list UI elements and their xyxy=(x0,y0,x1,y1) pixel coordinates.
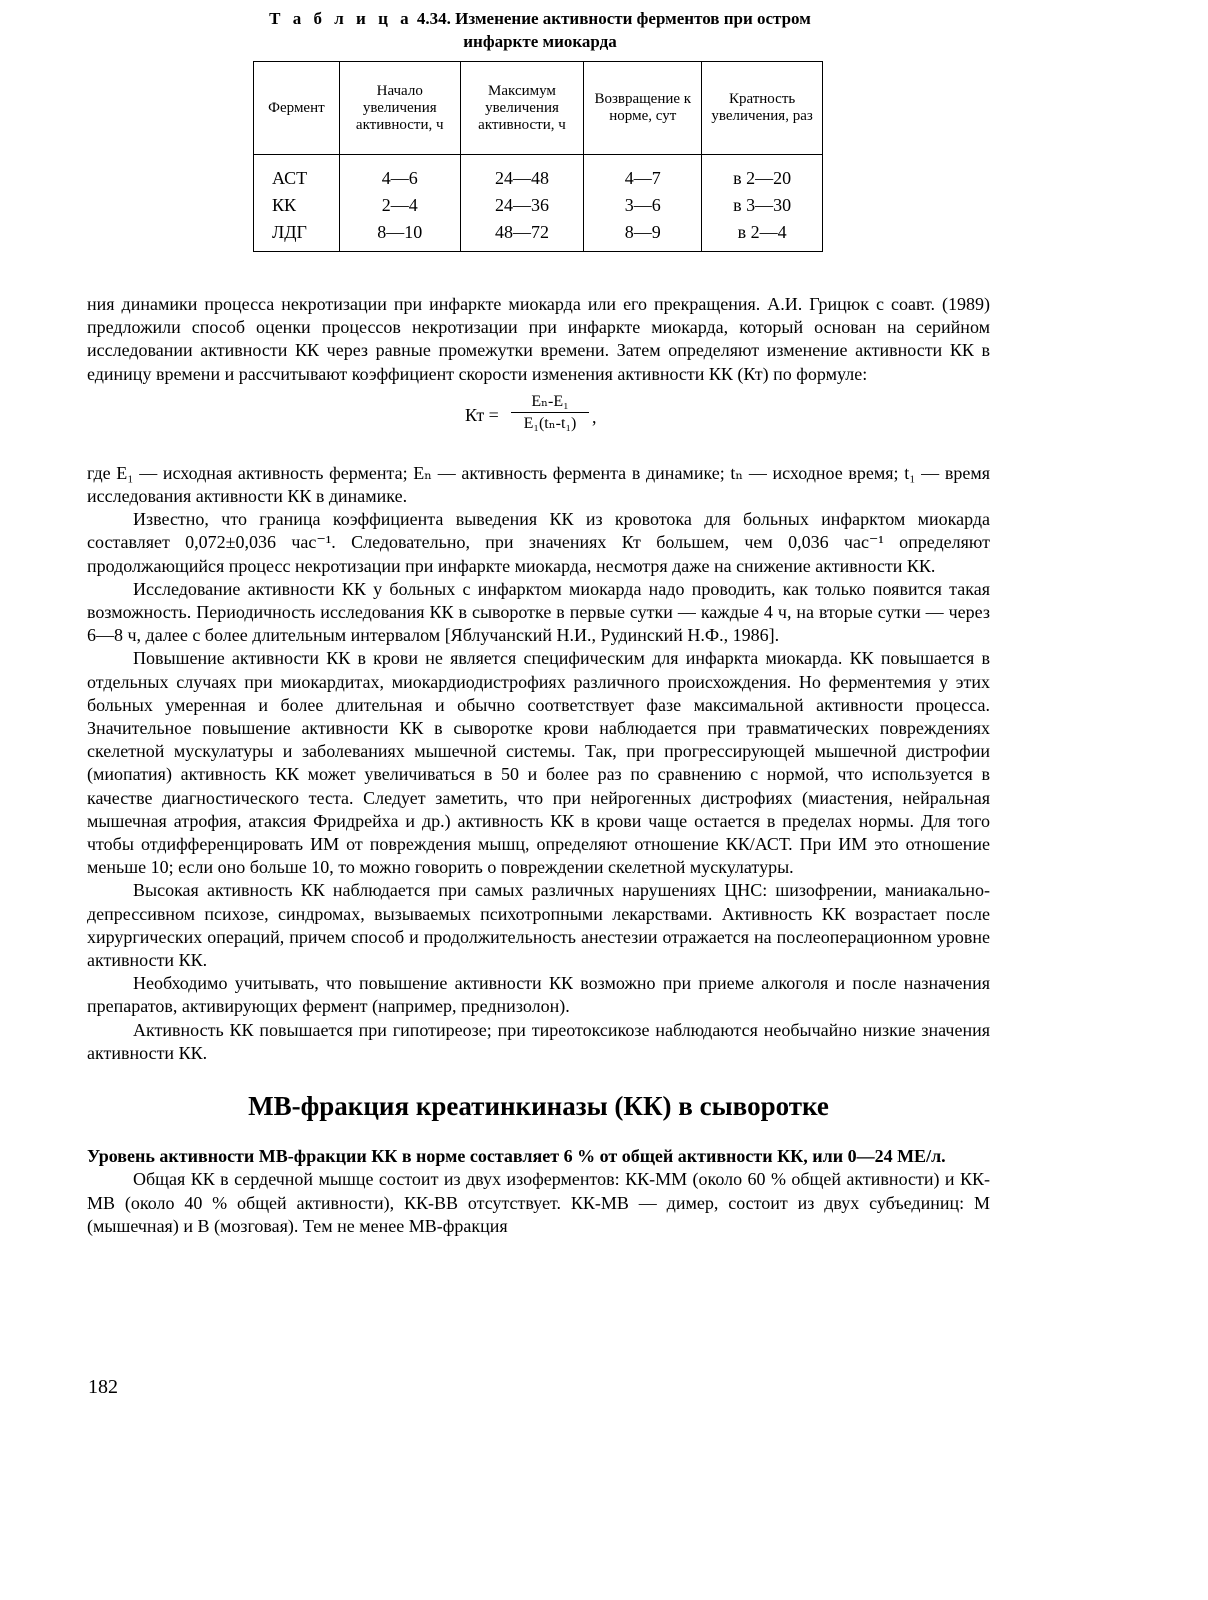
formula-lhs: Кт = xyxy=(465,404,499,425)
paragraph: где E₁ — исходная активность фермента; Eₙ — активность фермента в динамике; tₙ — исходное время; t₁ — время исследования активности КК в динамике. xyxy=(87,462,990,507)
table-cell: 2—4 xyxy=(339,192,460,219)
table-cell: ЛДГ xyxy=(254,219,340,252)
table-cell: 8—10 xyxy=(339,219,460,252)
formula-numerator: Eₙ-E₁ xyxy=(511,392,589,413)
table-cell: в 3—30 xyxy=(702,192,823,219)
formula xyxy=(87,390,990,462)
table-cell: 24—36 xyxy=(460,192,584,219)
table-caption-label: Т а б л и ц а xyxy=(269,9,413,28)
table-header-cell: Начало увеличения активности, ч xyxy=(339,62,460,155)
formula-comma: , xyxy=(592,406,597,427)
table-caption-line2: инфаркте миокарда xyxy=(463,32,617,51)
table-cell: в 2—20 xyxy=(702,155,823,193)
table-header-cell: Фермент xyxy=(254,62,340,155)
table-cell: 3—6 xyxy=(584,192,702,219)
table-header-cell: Кратность увеличения, раз xyxy=(702,62,823,155)
page-number: 182 xyxy=(88,1376,118,1398)
table-cell: 4—6 xyxy=(339,155,460,193)
table-cell: КК xyxy=(254,192,340,219)
paragraph: Общая КК в сердечной мышце состоит из двух изоферментов: КК-ММ (около 60 % общей активности) и КК-МВ (около 40 % общей активности), КК-ВВ отсутствует. КК-МВ — димер, состоит из двух субъединиц: М (мышечная) и В (мозговая). Тем не менее МВ-фракция xyxy=(87,1169,990,1236)
table-cell: 4—7 xyxy=(584,155,702,193)
formula-fraction xyxy=(511,392,589,435)
table-row xyxy=(254,155,823,193)
paragraph: Активность КК повышается при гипотиреозе; при тиреотоксикозе наблюдаются необычайно низкие значения активности КК. xyxy=(87,1019,990,1063)
table-header-cell: Возвращение к норме, сут xyxy=(584,62,702,155)
table-cell: 24—48 xyxy=(460,155,584,193)
norm-statement: Уровень активности МВ-фракции КК в норме составляет 6 % от общей активности КК, или 0—24 МЕ/л. xyxy=(87,1146,946,1167)
table-cell: 8—9 xyxy=(584,219,702,252)
section-heading: МВ-фракция креатинкиназы (КК) в сыворотке xyxy=(248,1091,829,1122)
paragraph: Необходимо учитывать, что повышение активности КК возможно при приеме алкоголя и после назначения препаратов, активирующих фермент (например, преднизолон). xyxy=(87,973,990,1017)
paragraph: Известно, что граница коэффициента выведения КК из кровотока для больных инфарктом миокарда составляет 0,072±0,036 час⁻¹. Следовательно, при значениях Кт большем, чем 0,036 час⁻¹ определяют продолжающийся процесс некротизации при инфаркте миокарда, несмотря даже на снижение активности КК. xyxy=(87,509,990,576)
table-cell: в 2—4 xyxy=(702,219,823,252)
table-header-row xyxy=(254,62,823,155)
table-cell: 48—72 xyxy=(460,219,584,252)
table-row xyxy=(254,219,823,252)
table-cell: АСТ xyxy=(254,155,340,193)
paragraph: Повышение активности КК в крови не является специфическим для инфаркта миокарда. КК повышается в отдельных случаях при миокардитах, миокардиодистрофиях различного происхождения. Но ферментемия у этих больных умеренная и более длительная и обычно соответствует фазе максимальной активности процесса. Значительное повышение активности КК в сыворотке крови наблюдается при травматических повреждениях скелетной мускулатуры и заболеваниях мышечной системы. Так, при прогрессирующей мышечной дистрофии (миопатия) активность КК может увеличиваться в 50 и более раз по сравнению с нормой, что используется в качестве диагностического теста. Следует заметить, что при нейрогенных дистрофиях (миастения, нейральная мышечная атрофия, атаксия Фридрейха и др.) активность КК в крови чаще остается в пределах нормы. Для того чтобы отдифференцировать ИМ от повреждения мышц, определяют отношение КК/АСТ. При ИМ это отношение меньше 10; если оно больше 10, то можно говорить о повреждении скелетной мускулатуры. xyxy=(87,648,990,878)
paragraph: ния динамики процесса некротизации при инфаркте миокарда или его прекращения. А.И. Грицюк с соавт. (1989) предложили способ оценки процессов некротизации при инфаркте миокарда, который основан на серийном исследовании активности КК через равные промежутки времени. Затем определяют изменение активности КК в единицу времени и рассчитывают коэффициент скорости изменения активности КК (Кт) по формуле: xyxy=(87,294,990,384)
body-text xyxy=(87,293,990,1238)
table-caption-text: 4.34. Изменение активности ферментов при остром xyxy=(416,9,811,28)
table-header-cell: Максимум увеличения активности, ч xyxy=(460,62,584,155)
paragraph: Высокая активность КК наблюдается при самых различных нарушениях ЦНС: шизофрении, маниакально-депрессивном психозе, синдромах, вызываемых психотропными лекарствами. Активность КК возрастает после хирургических операций, причем способ и продолжительность анестезии отражается на послеоперационном уровне активности КК. xyxy=(87,880,990,971)
table-row xyxy=(254,192,823,219)
enzyme-table xyxy=(253,61,823,252)
formula-denominator: E₁(tₙ-t₁) xyxy=(523,414,577,432)
table-caption xyxy=(0,7,1080,53)
paragraph: Исследование активности КК у больных с инфарктом миокарда надо проводить, как только появится такая возможность. Периодичность исследования КК в сыворотке в первые сутки — каждые 4 ч, на вторые сутки — через 6—8 ч, далее с более длительным интервалом [Яблучанский Н.И., Рудинский Н.Ф., 1986]. xyxy=(87,578,990,646)
